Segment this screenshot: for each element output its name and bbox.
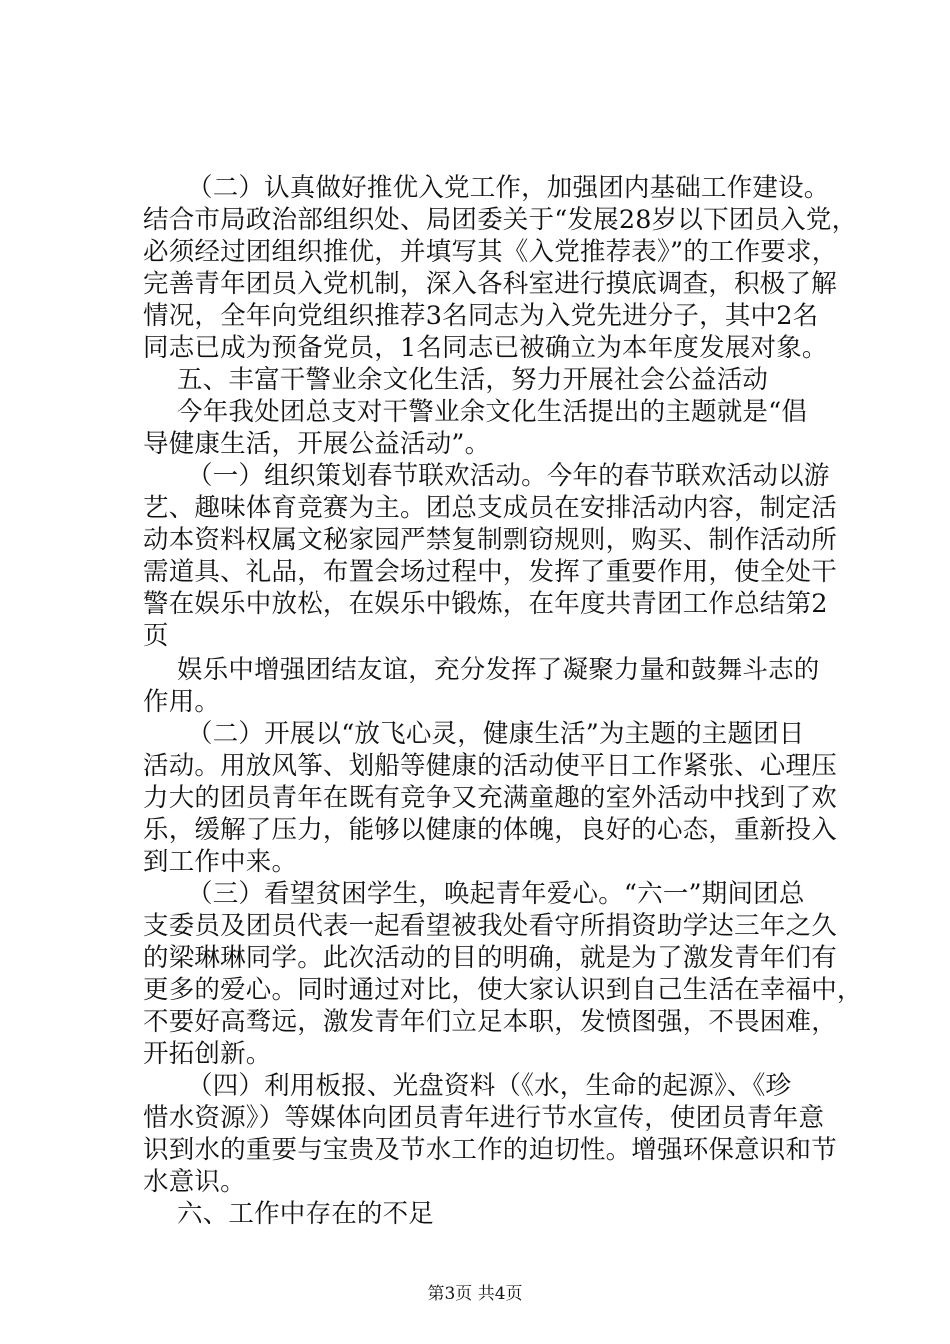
body-line: 作用。 — [143, 687, 221, 717]
section-heading: 六、工作中存在的不足 — [177, 1199, 435, 1229]
body-line: 活动。用放风筝、划船等健康的活动使平日工作紧张、心理压 — [143, 751, 837, 781]
body-line: （二）认真做好推优入党工作，加强团内基础工作建设。 — [187, 173, 830, 203]
body-line: 导健康生活，开展公益活动”。 — [143, 429, 491, 459]
page-footer: 第3页 共4页 — [427, 1284, 523, 1304]
body-line: 结合市局政治部组织处、局团委关于“发展28岁以下团员入党， — [143, 205, 858, 235]
body-line: （四）利用板报、光盘资料（《水，生命的起源》、《珍 — [187, 1071, 792, 1101]
body-line: 支委员及团员代表一起看望被我处看守所捐资助学达三年之久 — [143, 911, 837, 941]
body-line: 惜水资源》）等媒体向团员青年进行节水宣传，使团员青年意 — [143, 1103, 825, 1133]
body-line: 到工作中来。 — [143, 847, 298, 877]
body-line: 开拓创新。 — [143, 1039, 272, 1069]
body-line: 必须经过团组织推优，并填写其《入党推荐表》”的工作要求， — [143, 237, 838, 267]
body-line: 乐，缓解了压力，能够以健康的体魄，良好的心态，重新投入 — [143, 815, 837, 845]
body-line: 同志已成为预备党员，1名同志已被确立为本年度发展对象。 — [143, 333, 828, 363]
body-line: 不要好高骛远，激发青年们立足本职，发愤图强，不畏困难， — [143, 1007, 837, 1037]
body-line: 识到水的重要与宝贵及节水工作的迫切性。增强环保意识和节 — [143, 1135, 837, 1165]
body-line: 更多的爱心。同时通过对比，使大家认识到自己生活在幸福中， — [143, 975, 863, 1005]
section-heading: 五、丰富干警业余文化生活，努力开展社会公益活动 — [177, 365, 769, 395]
body-line: 动本资料权属文秘家园严禁复制剽窃规则，购买、制作活动所 — [143, 525, 837, 555]
body-line: （三）看望贫困学生，唤起青年爱心。“六一”期间团总 — [187, 879, 805, 909]
body-line: 水意识。 — [143, 1167, 246, 1197]
body-line: 今年我处团总支对干警业余文化生活提出的主题就是“倡 — [177, 397, 808, 427]
body-line: 需道具、礼品，布置会场过程中，发挥了重要作用，使全处干 — [143, 557, 837, 587]
body-line: （一）组织策划春节联欢活动。今年的春节联欢活动以游 — [187, 461, 830, 491]
body-line: 力大的团员青年在既有竞争又充满童趣的室外活动中找到了欢 — [143, 783, 837, 813]
body-line: 娱乐中增强团结友谊，充分发挥了凝聚力量和鼓舞斗志的 — [177, 655, 820, 685]
body-line: 情况，全年向党组织推荐3名同志为入党先进分子，其中2名 — [143, 301, 819, 331]
body-line: 完善青年团员入党机制，深入各科室进行摸底调查，积极了解 — [143, 269, 837, 299]
body-line: （二）开展以“放飞心灵，健康生活”为主题的主题团日 — [187, 719, 805, 749]
body-line: 艺、趣味体育竞赛为主。团总支成员在安排活动内容，制定活 — [143, 493, 837, 523]
body-line: 警在娱乐中放松，在娱乐中锻炼，在年度共青团工作总结第2 — [143, 589, 828, 619]
body-line: 的梁琳琳同学。此次活动的目的明确，就是为了激发青年们有 — [143, 943, 837, 973]
body-line: 页 — [143, 621, 169, 651]
